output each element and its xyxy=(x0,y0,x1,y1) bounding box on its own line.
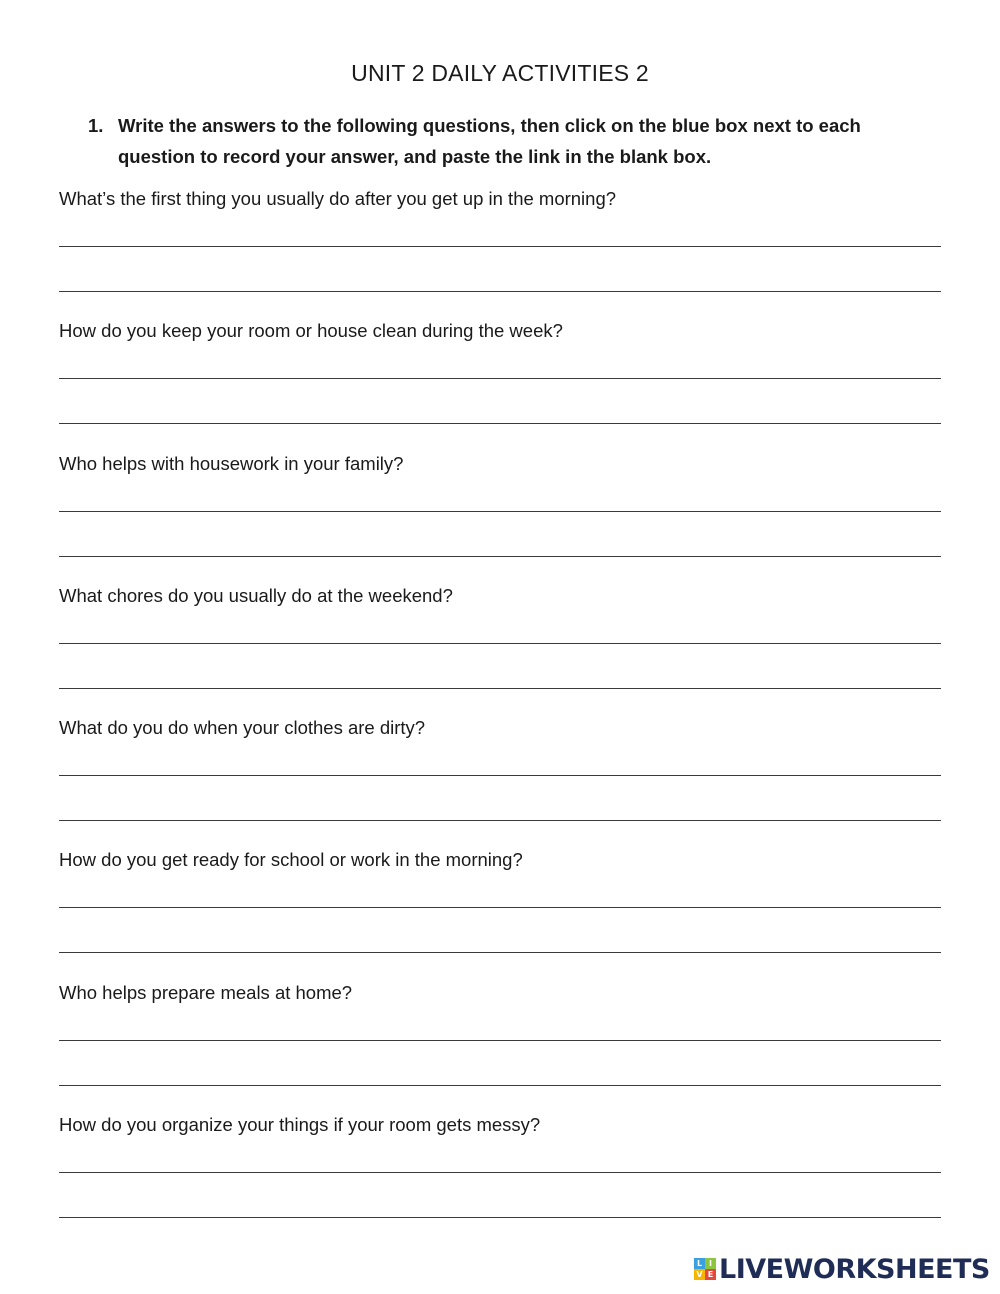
instruction-text: Write the answers to the following questions, then click on the blue box next to each question to record your answer, and paste the link in the blank box. xyxy=(118,115,861,167)
question-block xyxy=(59,979,941,1111)
question-text: Who helps with housework in your family? xyxy=(59,452,404,474)
answer-line[interactable] xyxy=(59,952,941,953)
logo-letter-l: L xyxy=(694,1258,705,1269)
question-list xyxy=(59,185,941,1243)
question-block xyxy=(59,1111,941,1243)
liveworksheets-wordmark: LIVEWORKSHEETS xyxy=(719,1253,990,1285)
liveworksheets-icon xyxy=(694,1258,716,1280)
question-text: Who helps prepare meals at home? xyxy=(59,981,353,1003)
answer-line[interactable] xyxy=(59,643,941,644)
worksheet-title: UNIT 2 DAILY ACTIVITIES 2 xyxy=(351,60,649,86)
answer-line[interactable] xyxy=(59,775,941,776)
question-block xyxy=(59,317,941,449)
question-text: What chores do you usually do at the weekend? xyxy=(59,584,453,606)
answer-line[interactable] xyxy=(59,1040,941,1041)
question-text: What’s the first thing you usually do after you get up in the morning? xyxy=(59,188,617,209)
answer-line[interactable] xyxy=(59,1172,941,1173)
answer-line[interactable] xyxy=(59,907,941,908)
question-text: What do you do when your clothes are dirty? xyxy=(59,717,426,739)
answer-line[interactable] xyxy=(59,688,941,689)
answer-line[interactable] xyxy=(59,820,941,821)
question-block xyxy=(59,846,941,978)
logo-letter-v: V xyxy=(694,1269,705,1280)
logo-letter-e: E xyxy=(705,1269,716,1280)
question-block xyxy=(59,582,941,714)
answer-line[interactable] xyxy=(59,378,941,379)
liveworksheets-logo xyxy=(694,1254,990,1284)
question-block xyxy=(59,185,941,317)
answer-line[interactable] xyxy=(59,423,941,424)
question-text: How do you keep your room or house clean during the week? xyxy=(59,320,563,342)
answer-line[interactable] xyxy=(59,246,941,247)
instruction xyxy=(88,110,918,172)
question-block xyxy=(59,714,941,846)
question-text: How do you organize your things if your room gets messy? xyxy=(59,1114,541,1136)
answer-line[interactable] xyxy=(59,291,941,292)
logo-letter-i: I xyxy=(705,1258,716,1269)
question-text: How do you get ready for school or work in the morning? xyxy=(59,849,523,871)
answer-line[interactable] xyxy=(59,556,941,557)
question-block xyxy=(59,450,941,582)
answer-line[interactable] xyxy=(59,1217,941,1218)
instruction-number: 1. xyxy=(88,115,104,136)
answer-line[interactable] xyxy=(59,511,941,512)
answer-line[interactable] xyxy=(59,1085,941,1086)
